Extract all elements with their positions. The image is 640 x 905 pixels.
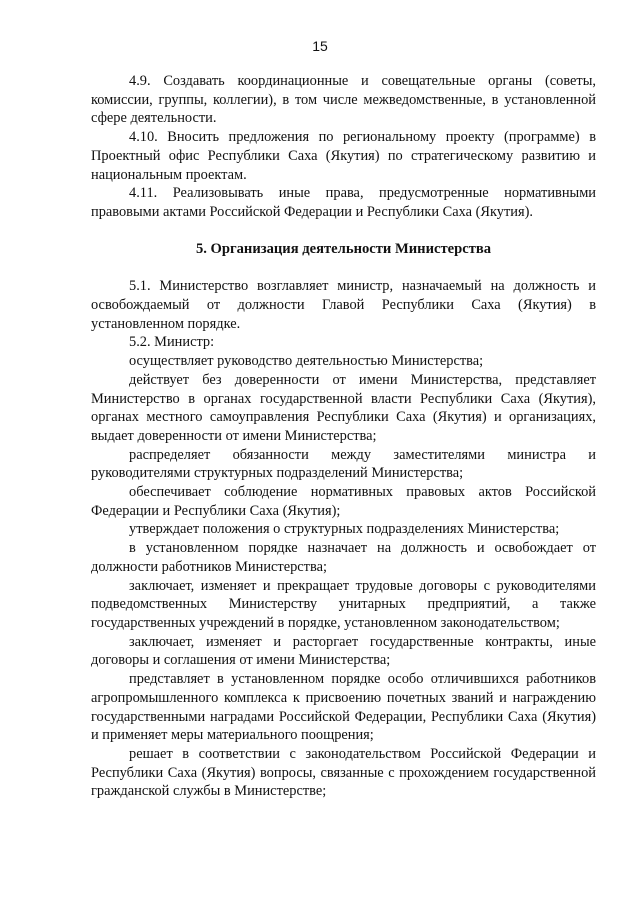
document-body [91, 72, 596, 801]
paragraph: осуществляет руководство деятельностью Министерства; [129, 353, 484, 370]
paragraph-4-10: 4.10. Вносить предложения по региональному проекту (программе) в Проектный офис Республики Саха (Якутия) по стратегическому развитию и национальным проектам. [91, 129, 596, 183]
paragraph-4-9: 4.9. Создавать координационные и совещательные органы (советы, комиссии, группы, коллегии), в том числе межведомственные, в установленной сфере деятельности. [91, 73, 596, 127]
paragraph-5-1: 5.1. Министерство возглавляет министр, назначаемый на должность и освобождаемый от должности Главой Республики Саха (Якутия) в установленном порядке. [91, 278, 596, 332]
paragraph: заключает, изменяет и прекращает трудовые договоры с руководителями подведомственных Министерству унитарных предприятий, а также государственных учреждений в порядке, установленном законодательством; [91, 577, 596, 631]
paragraph: утверждает положения о структурных подразделениях Министерства; [129, 521, 560, 538]
page-number: 15 [312, 38, 328, 54]
paragraph: действует без доверенности от имени Министерства, представляет Министерство в органах государственной власти Республики Саха (Якутия), органах местного самоуправления Республики Саха (Якутия) и организациях, выдает доверенности от имени Министерства; [91, 371, 596, 444]
paragraph-5-2: 5.2. Министр: [129, 334, 215, 351]
section-heading: 5. Организация деятельности Министерства [195, 240, 492, 257]
paragraph: заключает, изменяет и расторгает государственные контракты, иные договоры и соглашения от имени Министерства; [91, 633, 596, 669]
paragraph: распределяет обязанности между заместителями министра и руководителями структурных подразделений Министерства; [91, 446, 596, 482]
paragraph: решает в соответствии с законодательством Российской Федерации и Республики Саха (Якутия) вопросы, связанные с прохождением государственной гражданской службы в Министерстве; [91, 745, 596, 800]
paragraph: обеспечивает соблюдение нормативных правовых актов Российской Федерации и Республики Саха (Якутия); [91, 484, 596, 519]
paragraph: представляет в установленном порядке особо отличившихся работников агропромышленного комплекса к присвоению почетных званий и награждению государственными наградами Российской Федерации, Республики Саха (Якутия) и применяет меры материального поощрения; [91, 671, 596, 744]
paragraph-4-11: 4.11. Реализовывать иные права, предусмотренные нормативными правовыми актами Российской Федерации и Республики Саха (Якутия). [91, 185, 596, 220]
paragraph: в установленном порядке назначает на должность и освобождает от должности работников Министерства; [91, 540, 596, 575]
